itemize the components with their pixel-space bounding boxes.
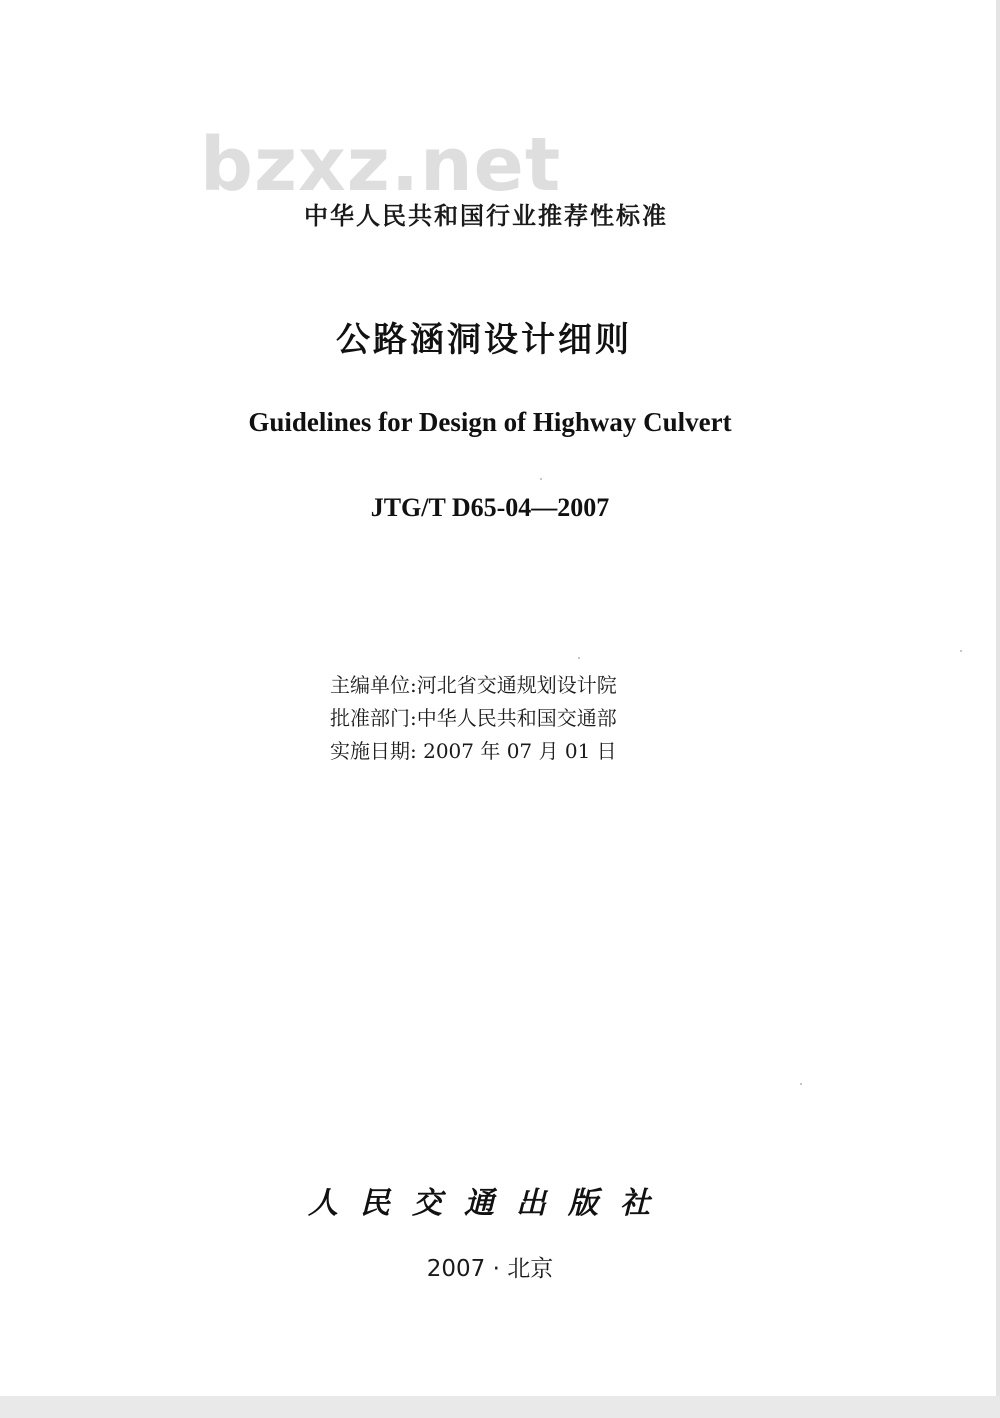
publication-info: [330, 669, 617, 768]
page-edge-right: [996, 0, 1000, 1418]
scan-speck: [960, 650, 962, 652]
page-edge-bottom: [0, 1396, 1000, 1418]
scan-speck: [540, 478, 542, 480]
publisher-name: 人民交通出版社: [308, 1186, 672, 1221]
scan-speck: [800, 1083, 802, 1085]
standard-category: 中华人民共和国行业推荐性标准: [304, 202, 668, 230]
chief-editor-unit: 主编单位:河北省交通规划设计院: [330, 673, 617, 697]
implementation-date: 实施日期: 2007 年 07 月 01 日: [330, 739, 617, 763]
document-title-english: Guidelines for Design of Highway Culvert: [248, 407, 732, 437]
scan-speck: [578, 657, 580, 659]
document-title-chinese: 公路涵洞设计细则: [336, 320, 632, 360]
standard-code: JTG/T D65-04—2007: [370, 493, 610, 522]
watermark-text: bzxz.net: [200, 122, 562, 208]
approving-department: 批准部门:中华人民共和国交通部: [330, 706, 617, 730]
publish-place-date: 2007 · 北京: [426, 1256, 554, 1282]
